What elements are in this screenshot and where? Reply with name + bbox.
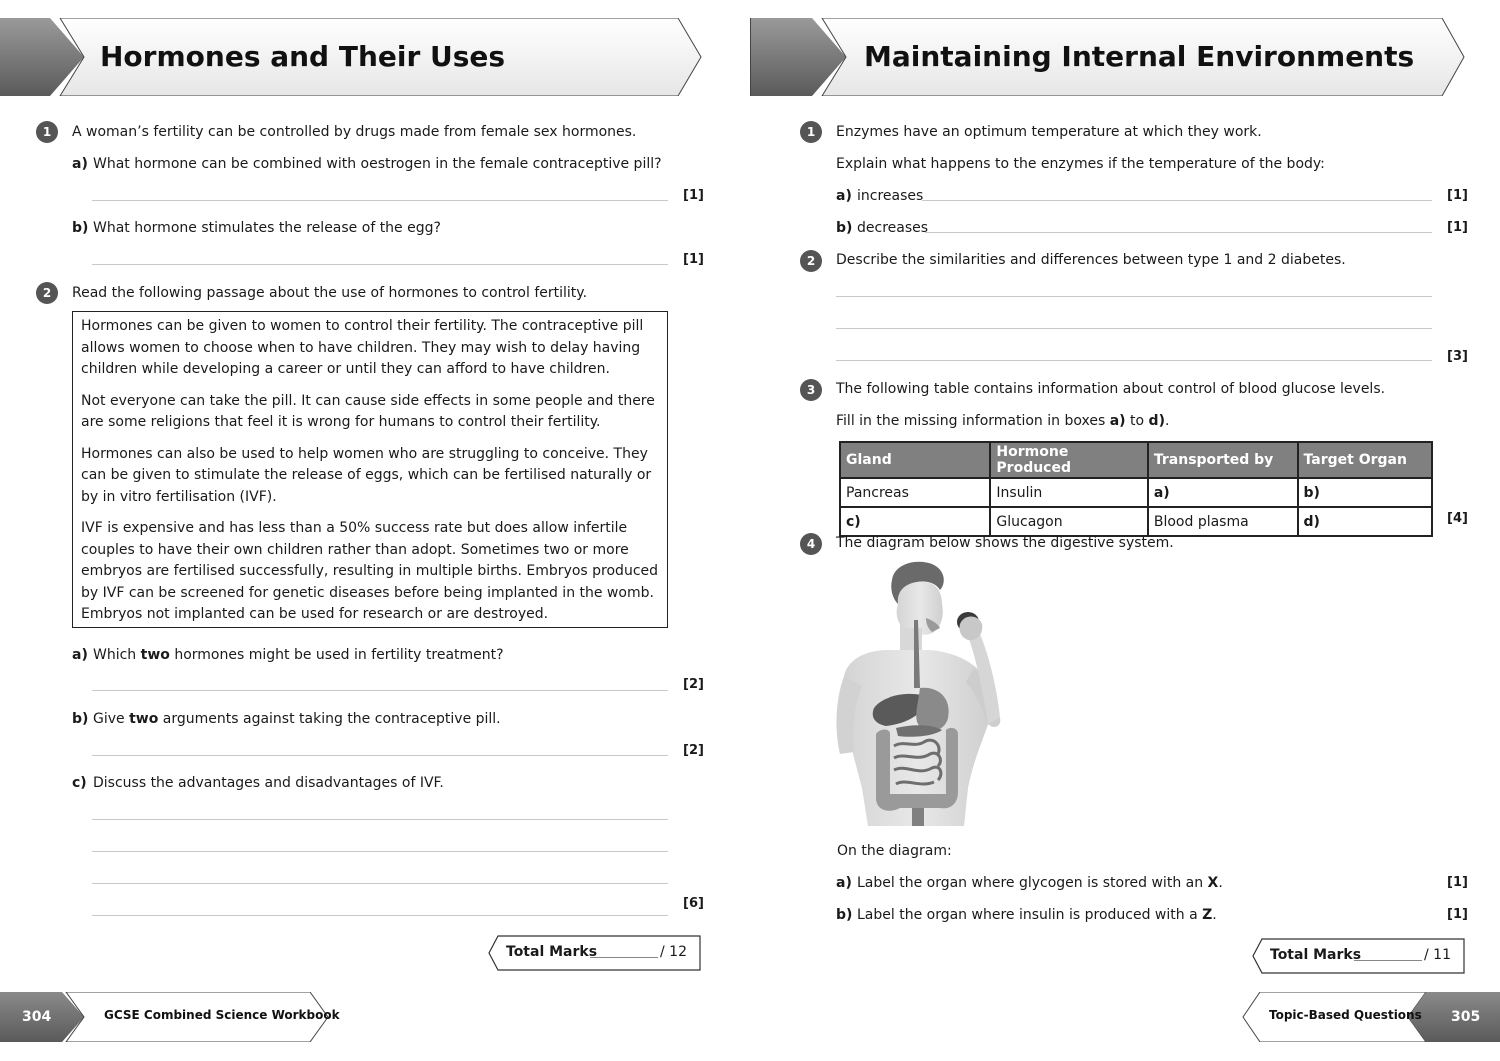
part-text-pre: Label the organ where glycogen is stored with an: [857, 875, 1208, 891]
part-label: b): [72, 220, 89, 236]
answer-line[interactable]: [92, 819, 668, 820]
part-label: b): [836, 220, 853, 236]
part-text: What hormone stimulates the release of the egg?: [93, 220, 441, 236]
answer-line[interactable]: [92, 883, 668, 884]
part-label: a): [72, 156, 88, 172]
part-text-bold: Z: [1202, 907, 1213, 923]
table-cell: Glucagon: [990, 507, 1147, 536]
part-label: a): [836, 875, 852, 891]
question-text: The following table contains information about control of blood glucose levels.: [836, 381, 1386, 397]
passage-box: [72, 311, 668, 628]
question-number-badge: 3: [800, 379, 822, 401]
page-number: 305: [1451, 1009, 1481, 1025]
question-number-badge: 2: [36, 282, 58, 304]
table-cell: Pancreas: [840, 478, 990, 507]
table-header-cell: Transported by: [1148, 442, 1298, 478]
instruction-pre: Fill in the missing information in boxes: [836, 413, 1110, 429]
question-number-badge: 2: [800, 250, 822, 272]
left-page-title: Hormones and Their Uses: [100, 40, 506, 73]
table-header-cell: Gland: [840, 442, 990, 478]
right-title-banner: [750, 18, 1466, 96]
marks-label: [2]: [683, 743, 704, 758]
answer-line[interactable]: [925, 232, 1432, 233]
table-header-row: [840, 442, 1432, 478]
total-marks-value: / 11: [1424, 947, 1451, 963]
digestive-system-illustration: [834, 558, 1004, 826]
part-text-pre: Label the organ where insulin is produced with a: [857, 907, 1203, 923]
marks-label: [4]: [1447, 511, 1468, 526]
right-footer: [1240, 992, 1500, 1042]
left-title-banner: [0, 18, 702, 96]
answer-line[interactable]: [92, 690, 668, 691]
question-number-badge: 1: [800, 121, 822, 143]
part-text: What hormone can be combined with oestrogen in the female contraceptive pill?: [93, 156, 662, 172]
part-text: [857, 874, 1223, 892]
part-text: increases: [857, 188, 924, 204]
question-text: Read the following passage about the use of hormones to control fertility.: [72, 285, 588, 301]
table-row: [840, 507, 1432, 536]
page-number: 304: [22, 1009, 52, 1025]
table-header-cell: Target Organ: [1298, 442, 1432, 478]
passage-paragraph: Not everyone can take the pill. It can cause side effects in some people and there are some religions that feel it is wrong for humans to control their fertility.: [81, 392, 655, 430]
question-number-badge: 1: [36, 121, 58, 143]
total-marks-entry-line[interactable]: [1354, 960, 1422, 961]
table-header-cell: Hormone Produced: [990, 442, 1147, 478]
part-text: [93, 646, 504, 664]
marks-label: [1]: [1447, 875, 1468, 890]
marks-label: [1]: [1447, 188, 1468, 203]
passage-paragraph: IVF is expensive and has less than a 50% success rate but does allow infertile couples to have their own children rather than adopt. Sometimes two or more embryos are fertilised successfully, resulting in multiple births. Embryos produced by IVF can be screened for genetic diseases before being implanted in the womb. Embryos not implanted can be used for research or are destroyed.: [81, 520, 659, 622]
question-text: Enzymes have an optimum temperature at which they work.: [836, 124, 1262, 140]
table-answer-cell[interactable]: c): [840, 507, 990, 536]
answer-line[interactable]: [92, 264, 668, 265]
on-diagram-text: On the diagram:: [837, 843, 952, 859]
part-label: b): [836, 907, 853, 923]
marks-label: [1]: [1447, 220, 1468, 235]
total-marks-entry-line[interactable]: [590, 957, 658, 958]
right-page-title: Maintaining Internal Environments: [864, 40, 1415, 73]
instruction-a: a): [1109, 413, 1126, 429]
marks-label: [6]: [683, 896, 704, 911]
passage-paragraph: Hormones can be given to women to control their fertility. The contraceptive pill allows women to choose when to have children. They may wish to delay having children while developing a career or until they can afford to have children.: [81, 318, 644, 377]
question-instruction: [836, 412, 1169, 430]
left-footer: [0, 992, 340, 1042]
part-text: Discuss the advantages and disadvantages of IVF.: [93, 775, 444, 791]
marks-label: [3]: [1447, 349, 1468, 364]
part-text-post: arguments against taking the contraceptive pill.: [158, 711, 501, 727]
instruction-post: .: [1164, 413, 1170, 429]
part-text-bold: two: [140, 647, 170, 663]
instruction-d: d): [1148, 413, 1165, 429]
question-text: A woman’s fertility can be controlled by drugs made from female sex hormones.: [72, 124, 637, 140]
part-label: b): [72, 711, 89, 727]
part-text-post: .: [1218, 875, 1223, 891]
marks-label: [2]: [683, 677, 704, 692]
footer-title: GCSE Combined Science Workbook: [104, 1008, 340, 1022]
answer-line[interactable]: [92, 755, 668, 756]
answer-line[interactable]: [92, 915, 668, 916]
question-text: The diagram below shows the digestive system.: [836, 535, 1174, 551]
marks-label: [1]: [683, 252, 704, 267]
instruction-mid: to: [1125, 413, 1149, 429]
answer-line[interactable]: [836, 328, 1432, 329]
part-text-pre: Which: [93, 647, 141, 663]
total-marks-label: Total Marks: [506, 944, 598, 960]
table-cell: Blood plasma: [1148, 507, 1298, 536]
table-cell: Insulin: [990, 478, 1147, 507]
glucose-control-table: [839, 441, 1433, 537]
part-text: [93, 710, 501, 728]
question-number-badge: 4: [800, 533, 822, 555]
answer-line[interactable]: [922, 200, 1432, 201]
table-answer-cell[interactable]: b): [1298, 478, 1432, 507]
marks-label: [1]: [683, 188, 704, 203]
answer-line[interactable]: [92, 200, 668, 201]
part-text: decreases: [857, 220, 929, 236]
answer-line[interactable]: [836, 360, 1432, 361]
digestive-system-diagram[interactable]: [834, 558, 1004, 826]
part-text-bold: two: [129, 711, 159, 727]
part-label: a): [72, 647, 88, 663]
part-text-bold: X: [1207, 875, 1219, 891]
marks-label: [1]: [1447, 907, 1468, 922]
passage-paragraph: Hormones can also be used to help women who are struggling to conceive. They can be given to stimulate the release of eggs, which can be fertilised naturally or by in vitro fertilisation (IVF).: [81, 445, 652, 505]
answer-line[interactable]: [92, 851, 668, 852]
part-label: a): [836, 188, 852, 204]
part-text: [857, 906, 1217, 924]
footer-title: Topic-Based Questions: [1269, 1008, 1422, 1022]
total-marks-box: [488, 935, 702, 971]
part-text-post: hormones might be used in fertility treatment?: [169, 647, 504, 663]
question-subtext: Explain what happens to the enzymes if the temperature of the body:: [836, 156, 1325, 172]
part-label: c): [72, 775, 87, 791]
question-text: Describe the similarities and differences between type 1 and 2 diabetes.: [836, 252, 1346, 268]
table-row: [840, 478, 1432, 507]
answer-line[interactable]: [836, 296, 1432, 297]
part-text-post: .: [1212, 907, 1217, 923]
total-marks-box: [1252, 938, 1466, 974]
total-marks-value: / 12: [660, 944, 687, 960]
part-text-pre: Give: [93, 711, 130, 727]
table-answer-cell[interactable]: a): [1148, 478, 1298, 507]
table-answer-cell[interactable]: d): [1298, 507, 1432, 536]
total-marks-label: Total Marks: [1270, 947, 1362, 963]
